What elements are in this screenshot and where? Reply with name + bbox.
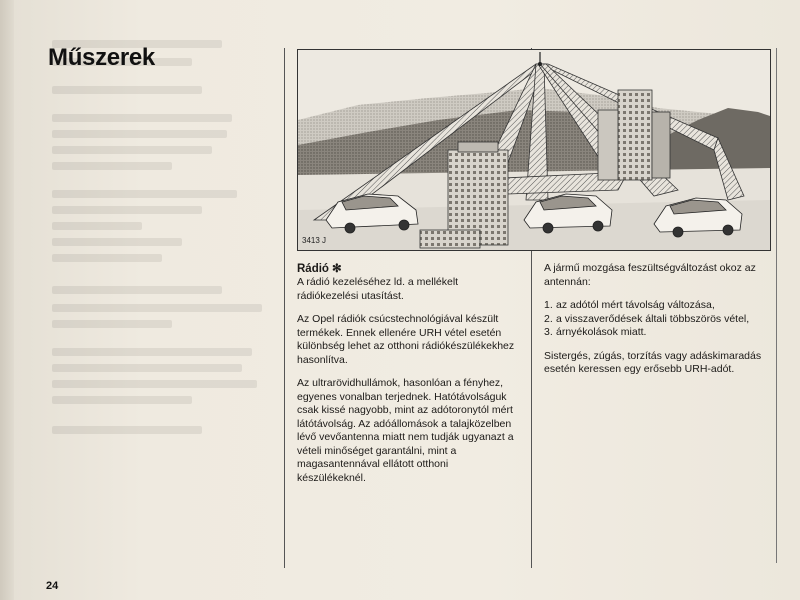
radio-paragraph-2: Az ultrarövidhullámok, hasonlóan a fényhez, egyenes vonalban terjednek. Hatótávolságuk csak kissé nagyobb, mint az adótoronytól mért látótávolság. Az adóállomások a talajközelben lévő vevőantenna miatt nem tudják ugyanazt a vételi minőséget garantálni, mint a magasantennával ellátott otthoni készülékeknél. — [297, 377, 514, 484]
column-divider — [284, 48, 285, 568]
page-title: Műszerek — [48, 44, 155, 71]
radio-intro: A rádió kezeléséhez ld. a mellékelt rádiókezelési utasítást. — [297, 276, 459, 302]
radio-heading-text: Rádió — [297, 263, 329, 275]
figure-code: 3413 J — [302, 236, 327, 245]
antenna-advice: Sistergés, zúgás, torzítás vagy adáskimaradás esetén keressen egy erősebb URH-adót. — [544, 349, 762, 375]
snowflake-icon: ✻ — [331, 263, 342, 275]
list-item: 1. az adótól mért távolság változása, — [544, 299, 715, 311]
radio-paragraph-1: Az Opel rádiók csúcstechnológiával készült termékek. Ennek ellenére URH vétel esetén különbség lehet az otthoni rádiókészülékekhez hasonlítva. — [297, 313, 515, 366]
page-number: 24 — [46, 580, 59, 592]
radio-heading — [297, 262, 517, 276]
antenna-intro: A jármű mozgása feszültségváltozást okoz az antennán: — [544, 262, 756, 288]
list-item: 2. a visszaverődések általi többszörös vétel, — [544, 312, 750, 325]
radio-transmission-illustration — [297, 49, 771, 251]
antenna-section — [544, 262, 764, 387]
column-divider — [776, 48, 777, 563]
cause-list — [544, 299, 764, 340]
list-item: 3. árnyékolások miatt. — [544, 326, 647, 338]
page-binding-edge — [0, 0, 14, 600]
radio-section — [297, 262, 517, 495]
